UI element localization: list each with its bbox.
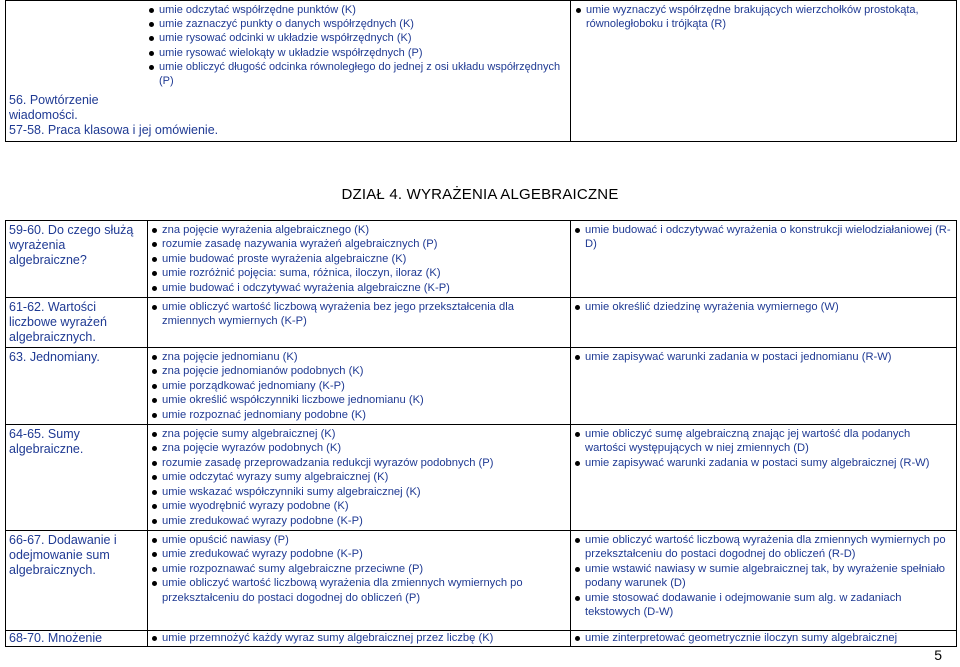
extended-cell — [571, 630, 957, 646]
list-item: rozumie zasadę nazywania wyrażeń algebraicznych (P) — [151, 237, 568, 251]
list-item: umie określić dziedzinę wyrażenia wymiernego (W) — [574, 300, 954, 314]
table-row — [6, 630, 957, 646]
basic-cell — [148, 530, 571, 630]
list-item: umie budować proste wyrażenia algebraiczne (K) — [151, 252, 568, 266]
list-item: umie rozpoznawać sumy algebraiczne przeciwne (P) — [151, 562, 568, 576]
top-right-cell — [571, 1, 957, 142]
list-item: umie obliczyć wartość liczbową wyrażenia dla zmiennych wymiernych po przekształceniu do postaci dogodnej do obliczeń (P) — [151, 576, 568, 605]
top-left-cell — [6, 1, 571, 142]
list-item: umie zinterpretować geometrycznie iloczyn sumy algebraicznej — [574, 631, 954, 645]
list-item: umie obliczyć wartość liczbową wyrażenia dla zmiennych wymiernych po przekształceniu do postaci dogodnej do obliczeń (R-D) — [574, 533, 954, 562]
basic-cell — [148, 630, 571, 646]
table-row — [6, 221, 957, 298]
list-item: umie określić współczynniki liczbowe jednomianu (K) — [151, 393, 568, 407]
list-item: zna pojęcie wyrazów podobnych (K) — [151, 441, 568, 455]
topic-cell: 59-60. Do czego służą wyrażenia algebraiczne? — [6, 221, 148, 298]
extended-cell — [571, 530, 957, 630]
list-item: umie opuścić nawiasy (P) — [151, 533, 568, 547]
list-item: umie stosować dodawanie i odejmowanie sum alg. w zadaniach tekstowych (D-W) — [574, 591, 954, 620]
list-item: umie wskazać współczynniki sumy algebraicznej (K) — [151, 485, 568, 499]
list-item: umie rysować odcinki w układzie współrzędnych (K) — [148, 31, 568, 45]
topic-test: 57-58. Praca klasowa i jej omówienie. — [9, 123, 219, 137]
list-item: zna pojęcie jednomianu (K) — [151, 350, 568, 364]
list-item: umie rozpoznać jednomiany podobne (K) — [151, 408, 568, 422]
list-item: zna pojęcie jednomianów podobnych (K) — [151, 364, 568, 378]
extended-cell — [571, 298, 957, 348]
top-left-items — [6, 1, 570, 90]
list-item: umie budować i odczytywać wyrażenia o konstrukcji wielodziałaniowej (R-D) — [574, 223, 954, 252]
topic-review: 56. Powtórzenie wiadomości. — [9, 93, 99, 122]
topic-cell: 63. Jednomiany. — [6, 348, 148, 425]
extended-cell — [571, 221, 957, 298]
list-item: umie wyodrębnić wyrazy podobne (K) — [151, 499, 568, 513]
list-item: umie odczytać wyrazy sumy algebraicznej (K) — [151, 470, 568, 484]
main-table — [5, 220, 957, 647]
basic-cell — [148, 425, 571, 531]
basic-cell — [148, 298, 571, 348]
page-number: 5 — [934, 647, 942, 663]
table-row — [6, 298, 957, 348]
list-item: umie zapisywać warunki zadania w postaci jednomianu (R-W) — [574, 350, 954, 364]
list-item: umie rozróżnić pojęcia: suma, różnica, iloczyn, iloraz (K) — [151, 266, 568, 280]
list-item: umie zapisywać warunki zadania w postaci sumy algebraicznej (R-W) — [574, 456, 954, 470]
topic-cell: 61-62. Wartości liczbowe wyrażeń algebraicznych. — [6, 298, 148, 348]
section-title: DZIAŁ 4. WYRAŻENIA ALGEBRAICZNE — [341, 186, 619, 203]
list-item: umie obliczyć długość odcinka równoległego do jednej z osi układu współrzędnych (P) — [148, 60, 568, 88]
topic-cell: 68-70. Mnożenie — [6, 630, 148, 646]
list-item: umie porządkować jednomiany (K-P) — [151, 379, 568, 393]
list-item: umie przemnożyć każdy wyraz sumy algebraicznej przez liczbę (K) — [151, 631, 568, 645]
table-row — [6, 425, 957, 531]
list-item: umie budować i odczytywać wyrażenia algebraiczne (K-P) — [151, 281, 568, 295]
table-row — [6, 530, 957, 630]
basic-cell — [148, 221, 571, 298]
extended-cell — [571, 425, 957, 531]
top-right-items — [571, 1, 956, 33]
list-item: umie zaznaczyć punkty o danych współrzędnych (K) — [148, 17, 568, 31]
list-item: umie zredukować wyrazy podobne (K-P) — [151, 514, 568, 528]
list-item: umie rysować wielokąty w układzie współrzędnych (P) — [148, 46, 568, 60]
topic-cell: 66-67. Dodawanie i odejmowanie sum algebraicznych. — [6, 530, 148, 630]
top-table — [5, 0, 957, 142]
list-item: umie wyznaczyć współrzędne brakujących wierzchołków prostokąta, równoległoboku i trójkąta (R) — [575, 3, 954, 31]
table-row — [6, 348, 957, 425]
list-item: rozumie zasadę przeprowadzania redukcji wyrazów podobnych (P) — [151, 456, 568, 470]
top-topics — [9, 93, 219, 138]
list-item: umie odczytać współrzędne punktów (K) — [148, 3, 568, 17]
list-item: umie zredukować wyrazy podobne (K-P) — [151, 547, 568, 561]
list-item: zna pojęcie wyrażenia algebraicznego (K) — [151, 223, 568, 237]
extended-cell — [571, 348, 957, 425]
list-item: zna pojęcie sumy algebraicznej (K) — [151, 427, 568, 441]
main-section — [5, 220, 957, 647]
list-item: umie obliczyć sumę algebraiczną znając jej wartość dla podanych wartości występujących w niej zmiennych (D) — [574, 427, 954, 456]
list-item: umie wstawić nawiasy w sumie algebraicznej tak, by wyrażenie spełniało podany warunek (D) — [574, 562, 954, 591]
basic-cell — [148, 348, 571, 425]
list-item: umie obliczyć wartość liczbową wyrażenia bez jego przekształcenia dla zmiennych wymiernych (K-P) — [151, 300, 568, 329]
topic-cell: 64-65. Sumy algebraiczne. — [6, 425, 148, 531]
